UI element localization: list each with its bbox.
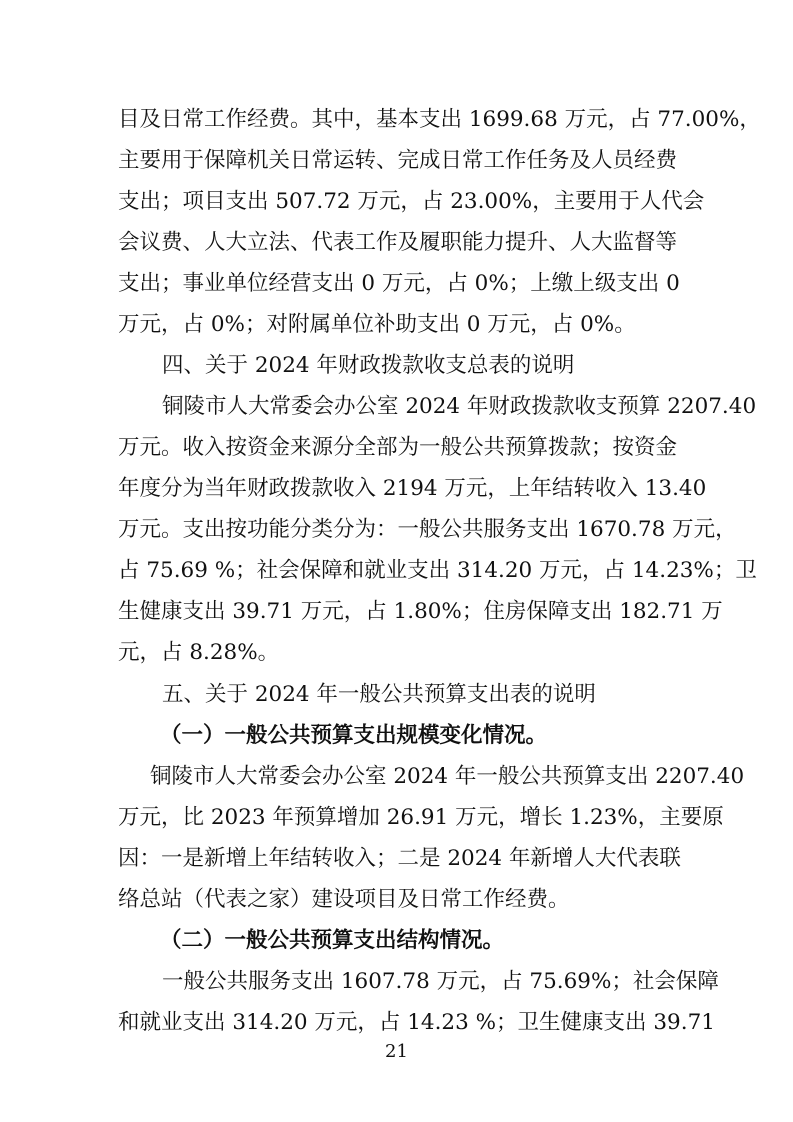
body-text-line: 会议费、人大立法、代表工作及履职能力提升、人大监督等 [118, 230, 678, 255]
body-text-line: 和就业支出 314.20 万元，占 14.23 %；卫生健康支出 39.71 [118, 1010, 715, 1035]
subsection-heading: （二）一般公共预算支出结构情况。 [160, 928, 505, 953]
body-text-line: 元，占 8.28%。 [118, 640, 280, 665]
body-text-line: 目及日常工作经费。其中，基本支出 1699.68 万元，占 77.00%， [118, 107, 761, 132]
section-heading: 五、关于 2024 年一般公共预算支出表的说明 [162, 682, 596, 707]
body-text-line: 络总站（代表之家）建设项目及日常工作经费。 [118, 887, 570, 912]
body-text-line: 支出；事业单位经营支出 0 万元，占 0%；上缴上级支出 0 [118, 271, 680, 296]
body-text-line: 万元。支出按功能分类分为：一般公共服务支出 1670.78 万元， [118, 517, 737, 542]
body-text-line: 因：一是新增上年结转收入；二是 2024 年新增人大代表联 [118, 846, 681, 871]
page-number: 21 [385, 1041, 408, 1062]
body-text-line: 一般公共服务支出 1607.78 万元，占 75.69%；社会保障 [162, 969, 719, 994]
body-text-line: 占 75.69 %；社会保障和就业支出 314.20 万元，占 14.23%；卫 [118, 558, 757, 583]
body-text-line: 铜陵市人大常委会办公室 2024 年财政拨款收支预算 2207.40 [162, 394, 757, 419]
body-text-line: 万元。收入按资金来源分全部为一般公共预算拨款；按资金 [118, 435, 678, 460]
section-heading: 四、关于 2024 年财政拨款收支总表的说明 [162, 353, 575, 378]
subsection-heading: （一）一般公共预算支出规模变化情况。 [160, 723, 548, 748]
body-text-line: 年度分为当年财政拨款收入 2194 万元，上年结转收入 13.40 [118, 476, 707, 501]
body-text-line: 铜陵市人大常委会办公室 2024 年一般公共预算支出 2207.40 [150, 764, 745, 789]
body-text-line: 主要用于保障机关日常运转、完成日常工作任务及人员经费 [118, 148, 678, 173]
body-text-line: 生健康支出 39.71 万元，占 1.80%；住房保障支出 182.71 万 [118, 599, 723, 624]
body-text-line: 支出；项目支出 507.72 万元，占 23.00%，主要用于人代会 [118, 189, 705, 214]
body-text-line: 万元，比 2023 年预算增加 26.91 万元，增长 1.23%，主要原 [118, 805, 724, 830]
body-text-line: 万元，占 0%；对附属单位补助支出 0 万元，占 0%。 [118, 312, 636, 337]
